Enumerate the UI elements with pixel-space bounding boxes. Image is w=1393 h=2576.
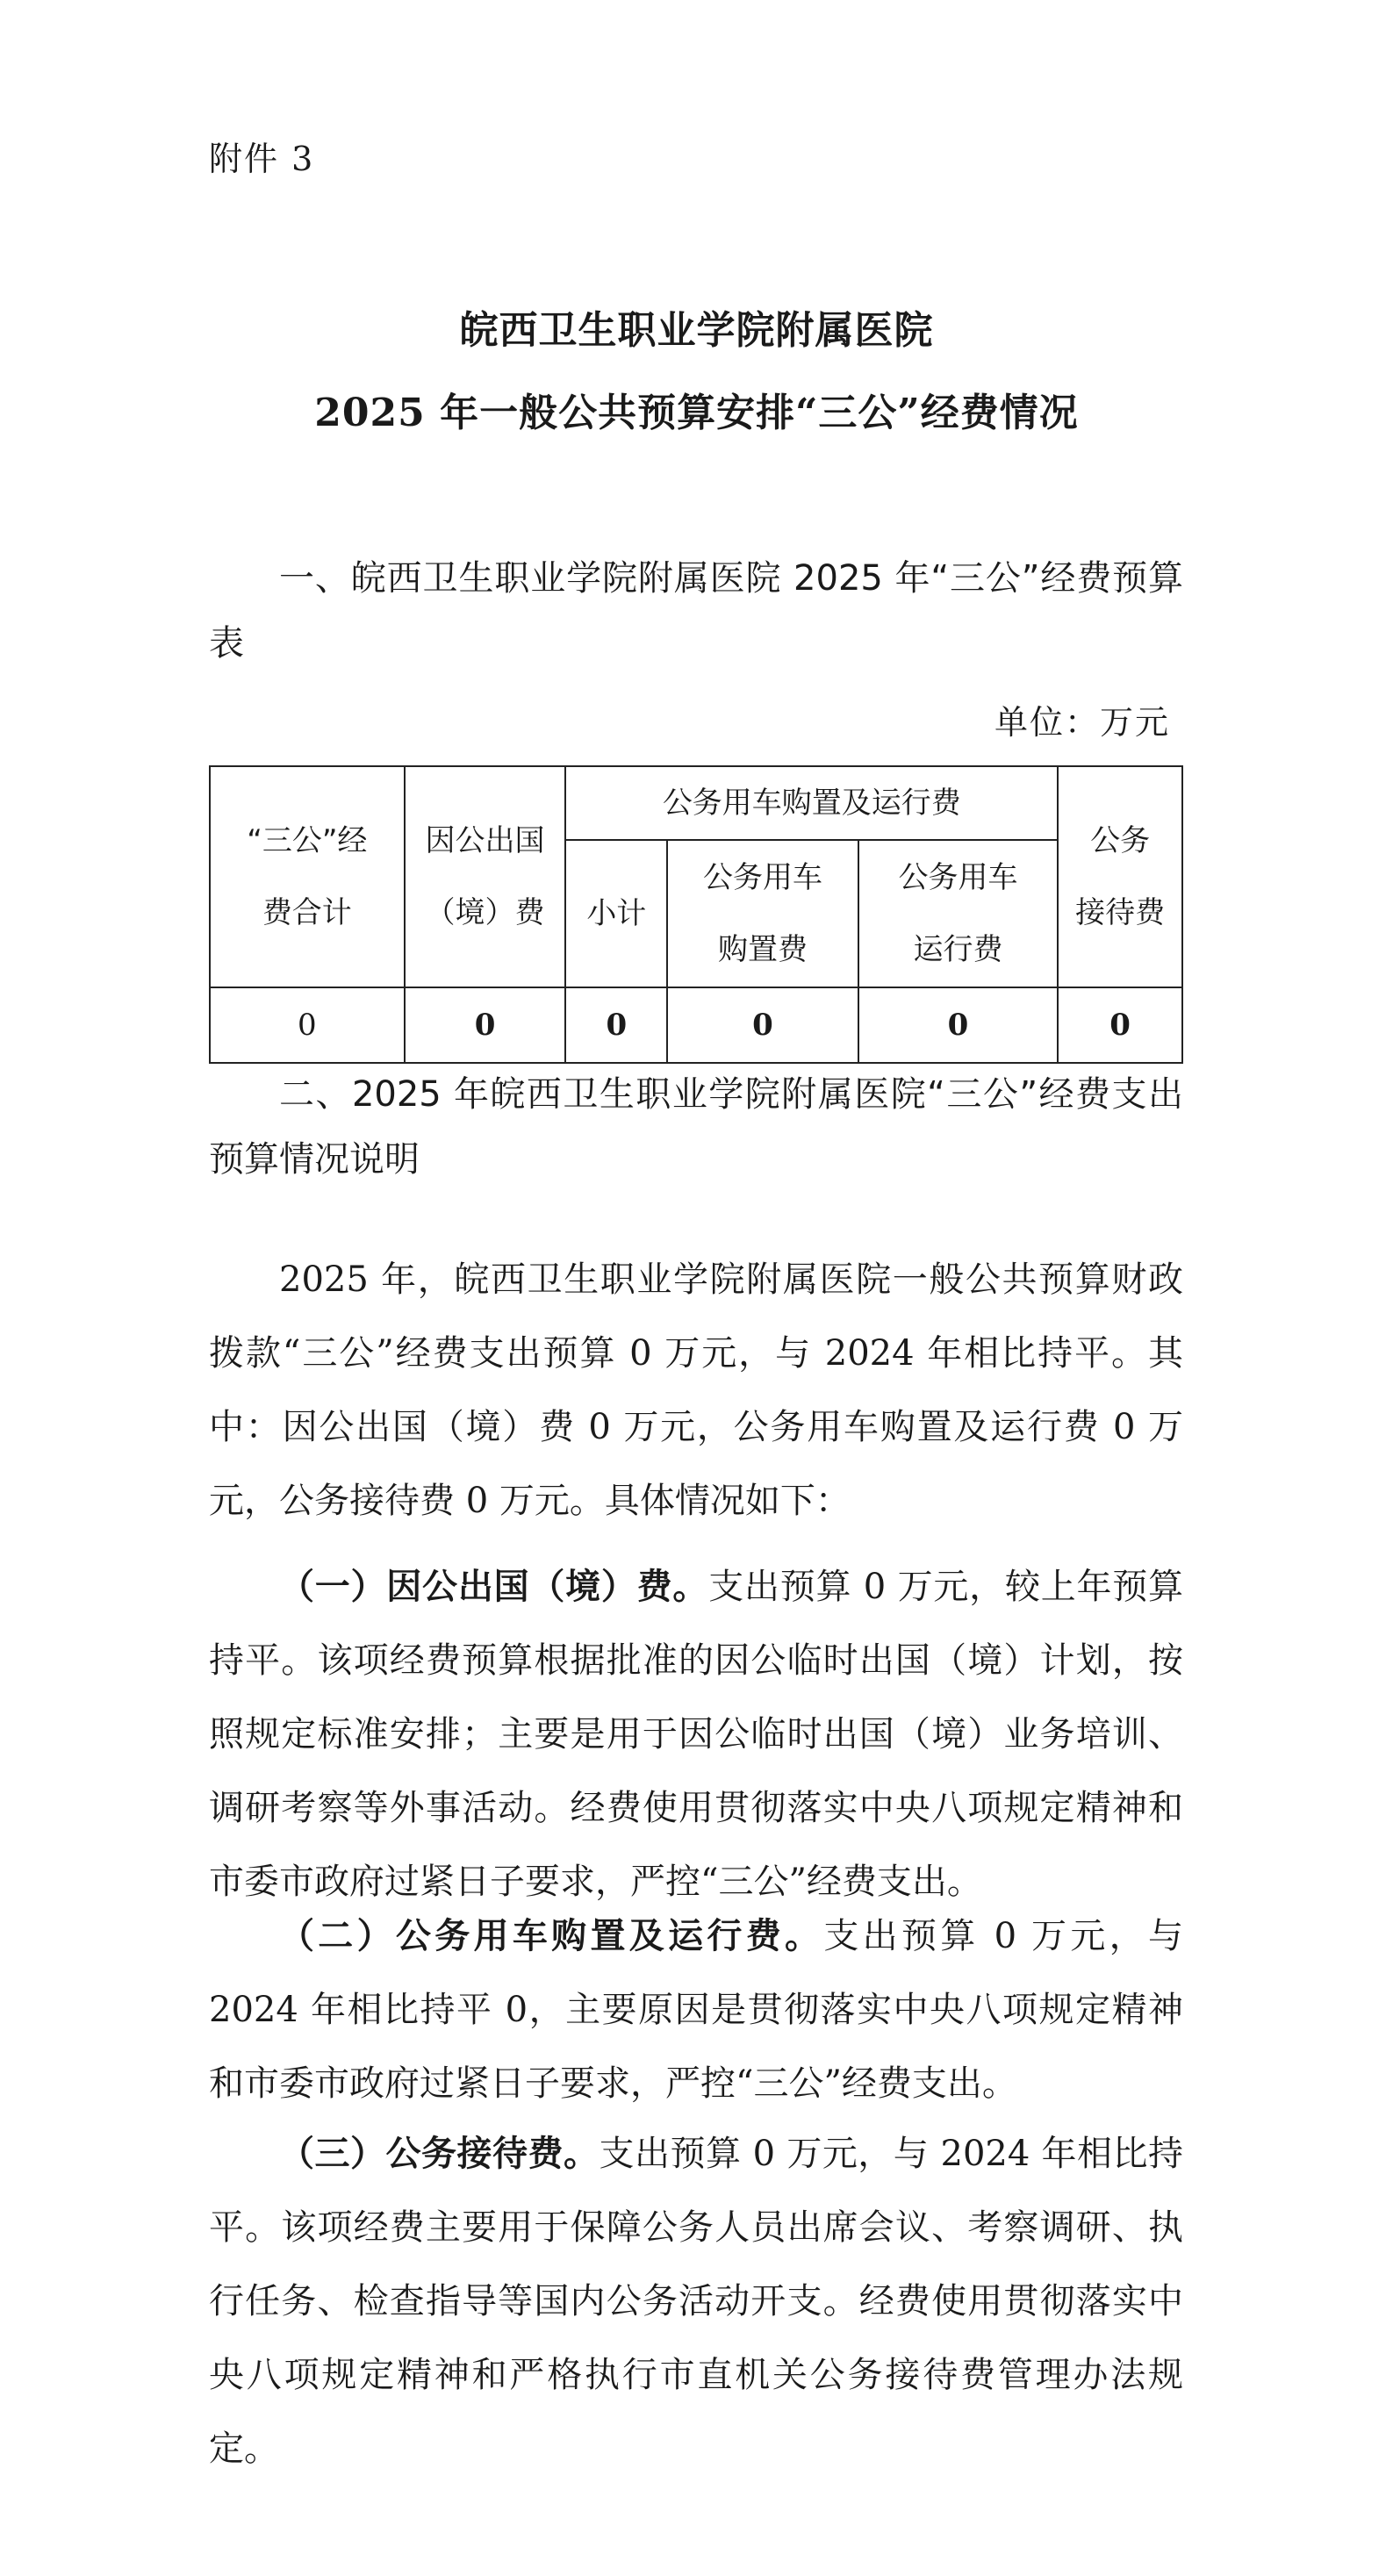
value-vehicle-operation: 0 xyxy=(858,987,1059,1063)
header-vehicle-group: 公务用车购置及运行费 xyxy=(565,766,1058,840)
document-title-line2: 2025 年一般公共预算安排“三公”经费情况 xyxy=(314,391,1079,435)
item3-body: 支出预算 0 万元，与 2024 年相比持平。该项经费主要用于保障公务人员出席会议、考察调研、执行任务、检查指导等国内公务活动开支。经费使用贯彻落实中央八项规定精神和严格执行市直机关公务接待费管理办法规定。 xyxy=(209,2134,1184,2469)
document-title-line1: 皖西卫生职业学院附属医院 xyxy=(459,308,934,353)
value-subtotal: 0 xyxy=(565,987,667,1063)
value-total: 0 xyxy=(210,987,405,1063)
unit-label: 单位：万元 xyxy=(994,703,1170,742)
attachment-label: 附件 3 xyxy=(209,140,315,178)
header-subtotal: 小计 xyxy=(565,840,667,987)
header-abroad: 因公出国 （境）费 xyxy=(405,766,566,987)
item2-paragraph xyxy=(209,1899,1183,2120)
header-vehicle-purchase: 公务用车 购置费 xyxy=(667,840,858,987)
item2-lead: （二）公务用车购置及运行费。 xyxy=(279,1915,824,1956)
item1-lead: （一）因公出国（境）费。 xyxy=(279,1566,709,1607)
header-vehicle-operation: 公务用车 运行费 xyxy=(858,840,1059,987)
item1-body: 支出预算 0 万元，较上年预算持平。该项经费预算根据批准的因公临时出国（境）计划，按照规定标准安排；主要是用于因公临时出国（境）业务培训、调研考察等外事活动。经费使用贯彻落实中央八项规定精神和市委市政府过紧日子要求，严控“三公”经费支出。 xyxy=(209,1567,1184,1902)
table-row xyxy=(210,987,1182,1063)
item2-body: 支出预算 0 万元，与 2024 年相比持平 0，主要原因是贯彻落实中央八项规定精神和市委市政府过紧日子要求，严控“三公”经费支出。 xyxy=(209,1916,1183,2104)
table-header-row xyxy=(210,766,1182,840)
item1-paragraph xyxy=(209,1550,1183,1919)
value-reception: 0 xyxy=(1058,987,1182,1063)
header-reception: 公务 接待费 xyxy=(1058,766,1182,987)
section2-heading: 二、2025 年皖西卫生职业学院附属医院“三公”经费支出预算情况说明 xyxy=(209,1074,1183,1180)
value-abroad: 0 xyxy=(405,987,566,1063)
budget-table xyxy=(209,765,1183,1064)
item3-lead: （三）公务接待费。 xyxy=(279,2133,600,2174)
item3-paragraph xyxy=(209,2117,1183,2486)
intro-paragraph: 2025 年，皖西卫生职业学院附属医院一般公共预算财政拨款“三公”经费支出预算 0 万元，与 2024 年相比持平。其中：因公出国（境）费 0 万元，公务用车购置及运行费 0 万元，公务接待费 0 万元。具体情况如下： xyxy=(209,1259,1183,1521)
value-vehicle-purchase: 0 xyxy=(667,987,858,1063)
header-total: “三公”经 费合计 xyxy=(210,766,405,987)
section1-heading: 一、皖西卫生职业学院附属医院 2025 年“三公”经费预算表 xyxy=(209,558,1183,664)
